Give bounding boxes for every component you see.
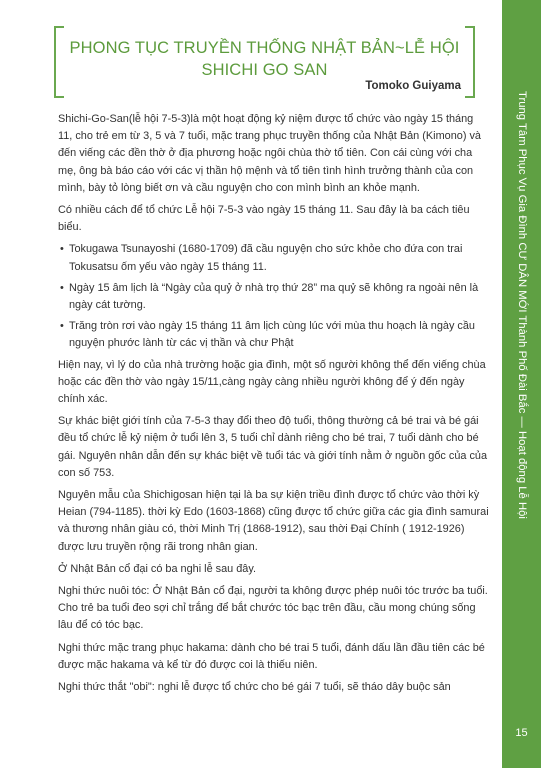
paragraph: Nghi thức thắt "obi": nghi lễ được tổ chức cho bé gái 7 tuổi, sẽ tháo dây buộc sản [58,681,451,694]
paragraph: Nghi thức nuôi tóc: Ở Nhật Bản cổ đại, người ta không được phép nuôi tóc trước ba tuổi. Cho trẻ ba tuổi đeo sợi chỉ trắng để bắt chước tóc bạc trên đầu, cầu mong chúng sống lâu để có tóc bạc. [58,585,488,632]
list-item [58,280,490,314]
title-box [54,26,475,98]
title-box-corner [465,26,475,28]
list-item-text: Trăng tròn rơi vào ngày 15 tháng 11 âm lịch cùng lúc với mùa thu hoạch là ngày cầu nguyện phước lành từ các vị thần và chư Phật [69,320,475,350]
paragraph: Shichi-Go-San(lễ hội 7-5-3)là một hoạt động kỷ niệm được tổ chức vào ngày 15 tháng 11, cho trẻ em từ 3, 5 và 7 tuổi, mặc trang phục truyền thống của Nhật Bản (Kimono) và đến viếng các đền thờ ở địa phương hoặc ngôi chùa thờ tổ tiên. Con cái cùng với cha mẹ, ông bà báo cáo với các vị thần hộ mệnh và tổ tiên tình hình trưởng thành của con mình, bày tỏ lòng biết ơn và cầu nguyện cho con mình bình an khỏe mạnh. [58,113,481,194]
bullet-list [58,241,490,352]
title-box-right-border [473,26,475,98]
bullet-icon: • [60,281,64,294]
title-box-corner [54,96,64,98]
title-line-2: SHICHI GO SAN [201,61,328,79]
paragraph: Sự khác biệt giới tính của 7-5-3 thay đổi theo độ tuổi, thông thường cả bé trai và bé gái đều tổ chức lễ kỷ niệm ở tuổi lên 3, 5 tuổi chỉ dành riêng cho bé trai, 7 tuổi dành cho bé gái. Nguyên nhân dẫn đến sự khác biệt về tuổi tác và giới tính nằm ở nguồn gốc của của con số 753. [58,415,488,479]
list-item-text: Ngày 15 âm lịch là “Ngày của quỷ ở nhà trọ thứ 28” ma quỷ sẽ không ra ngoài nên là ngày cát tường. [69,281,479,312]
bullet-icon: • [60,243,64,256]
paragraph: Nghi thức mặc trang phục hakama: dành cho bé trai 5 tuổi, đánh dấu lần đầu tiên các bé được mặc hakama và kể từ đó được coi là thiếu niên. [58,641,485,671]
paragraph: Nguyên mẫu của Shichigosan hiện tại là ba sự kiện triều đình được tổ chức vào thời kỳ Heian (794-1185). thời kỳ Edo (1603-1868) cũng được tổ chức giữa các gia đình samurai và thương nhân giàu có, thời Minh Trị (1868-1912), sau thời Đại Chính ( 1912-1926) được lưu truyền rộng rãi trong nhân gian. [58,489,489,553]
paragraph: Hiện nay, vì lý do của nhà trường hoặc gia đình, một số người không thể đến viếng chùa hoặc các đền thờ vào ngày 15/11,càng ngày càng nhiều người không để ý đến ngày chính xác. [58,358,486,406]
author-name: Tomoko Guiyama [365,80,461,92]
list-item-text: Tokugawa Tsunayoshi (1680-1709) đã cầu nguyện cho sức khỏe cho đứa con trai Tokusatsu ốm yếu vào ngày 15 tháng 11. [69,243,463,273]
paragraph: Ở Nhật Bản cổ đại có ba nghi lễ sau đây. [58,562,257,575]
paragraph: Có nhiều cách để tổ chức Lễ hội 7-5-3 vào ngày 15 tháng 11. Sau đây là ba cách tiêu biểu. [58,204,470,234]
title-line-1: PHONG TỤC TRUYỀN THỐNG NHẬT BẢN~LỄ HỘI [69,39,460,57]
list-item [58,318,490,352]
sidebar-text: Trung Tâm Phục Vụ Gia Đình CƯ DÂN MỚI Thành Phố Đài Bắc — Hoạt động Lễ Hội [516,91,528,519]
bullet-icon: • [60,320,64,333]
title-box-corner [54,26,64,28]
list-item [58,241,490,275]
sidebar-band [502,0,541,768]
page-number: 15 [515,727,528,739]
title-box-corner [465,96,475,98]
title-box-left-border [54,26,56,98]
page-title [68,37,461,81]
article-body [58,111,490,701]
